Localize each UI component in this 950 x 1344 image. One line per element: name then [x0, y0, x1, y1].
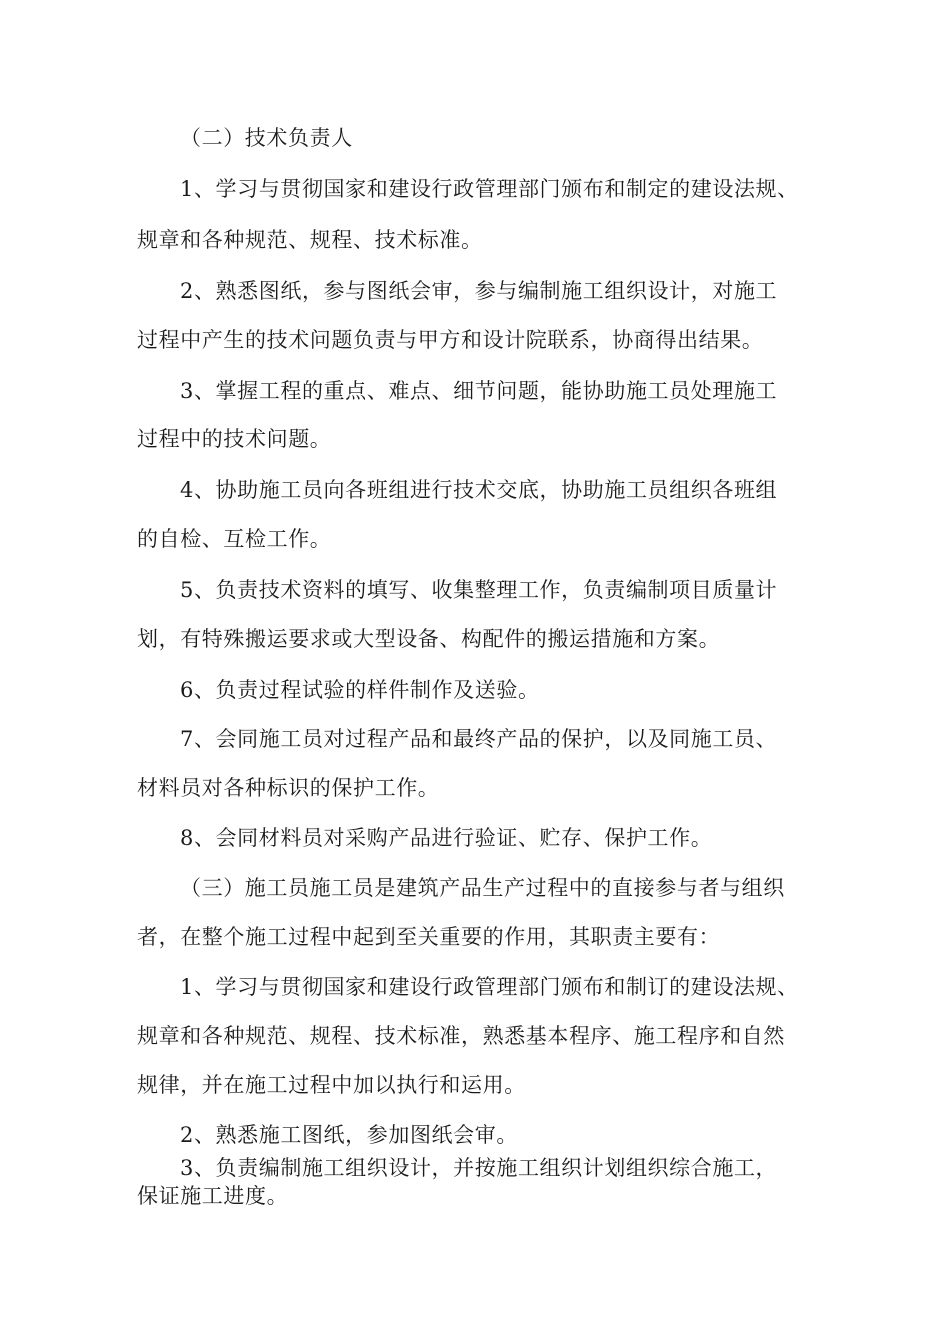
paragraph-line: 保证施工进度。 — [137, 1184, 289, 1208]
paragraph-line: 划，有特殊搬运要求或大型设备、构配件的搬运措施和方案。 — [137, 627, 721, 651]
section-heading-technical-lead: （二）技术负责人 — [180, 126, 353, 150]
paragraph-line: 者，在整个施工过程中起到至关重要的作用，其职责主要有： — [137, 925, 721, 949]
paragraph-line: 的自检、互检工作。 — [137, 527, 332, 551]
paragraph-line: 8、会同材料员对采购产品进行验证、贮存、保护工作。 — [180, 826, 713, 850]
paragraph-line: 规章和各种规范、规程、技术标准。 — [137, 228, 483, 252]
paragraph-line: 2、熟悉图纸，参与图纸会审，参与编制施工组织设计，对施工 — [180, 279, 778, 303]
paragraph-line: 材料员对各种标识的保护工作。 — [137, 776, 440, 800]
paragraph-line: 2、熟悉施工图纸，参加图纸会审。 — [180, 1123, 518, 1147]
section-heading-construction-worker: （三）施工员施工员是建筑产品生产过程中的直接参与者与组织 — [180, 876, 785, 900]
paragraph-line: 过程中产生的技术问题负责与甲方和设计院联系，协商得出结果。 — [137, 328, 764, 352]
paragraph-line: 规律，并在施工过程中加以执行和运用。 — [137, 1073, 526, 1097]
paragraph-line: 4、协助施工员向各班组进行技术交底，协助施工员组织各班组 — [180, 478, 778, 502]
paragraph-line: 6、负责过程试验的样件制作及送验。 — [180, 678, 540, 702]
paragraph-line: 过程中的技术问题。 — [137, 427, 332, 451]
paragraph-line: 1、学习与贯彻国家和建设行政管理部门颁布和制定的建设法规、 — [180, 177, 799, 201]
paragraph-line: 5、负责技术资料的填写、收集整理工作，负责编制项目质量计 — [180, 578, 778, 602]
paragraph-line: 7、会同施工员对过程产品和最终产品的保护，以及同施工员、 — [180, 727, 778, 751]
paragraph-line: 规章和各种规范、规程、技术标准，熟悉基本程序、施工程序和自然 — [137, 1024, 785, 1048]
paragraph-line: 1、学习与贯彻国家和建设行政管理部门颁布和制订的建设法规、 — [180, 975, 799, 999]
paragraph-line: 3、掌握工程的重点、难点、细节问题，能协助施工员处理施工 — [180, 379, 778, 403]
paragraph-line: 3、负责编制施工组织设计，并按施工组织计划组织综合施工， — [180, 1156, 778, 1180]
